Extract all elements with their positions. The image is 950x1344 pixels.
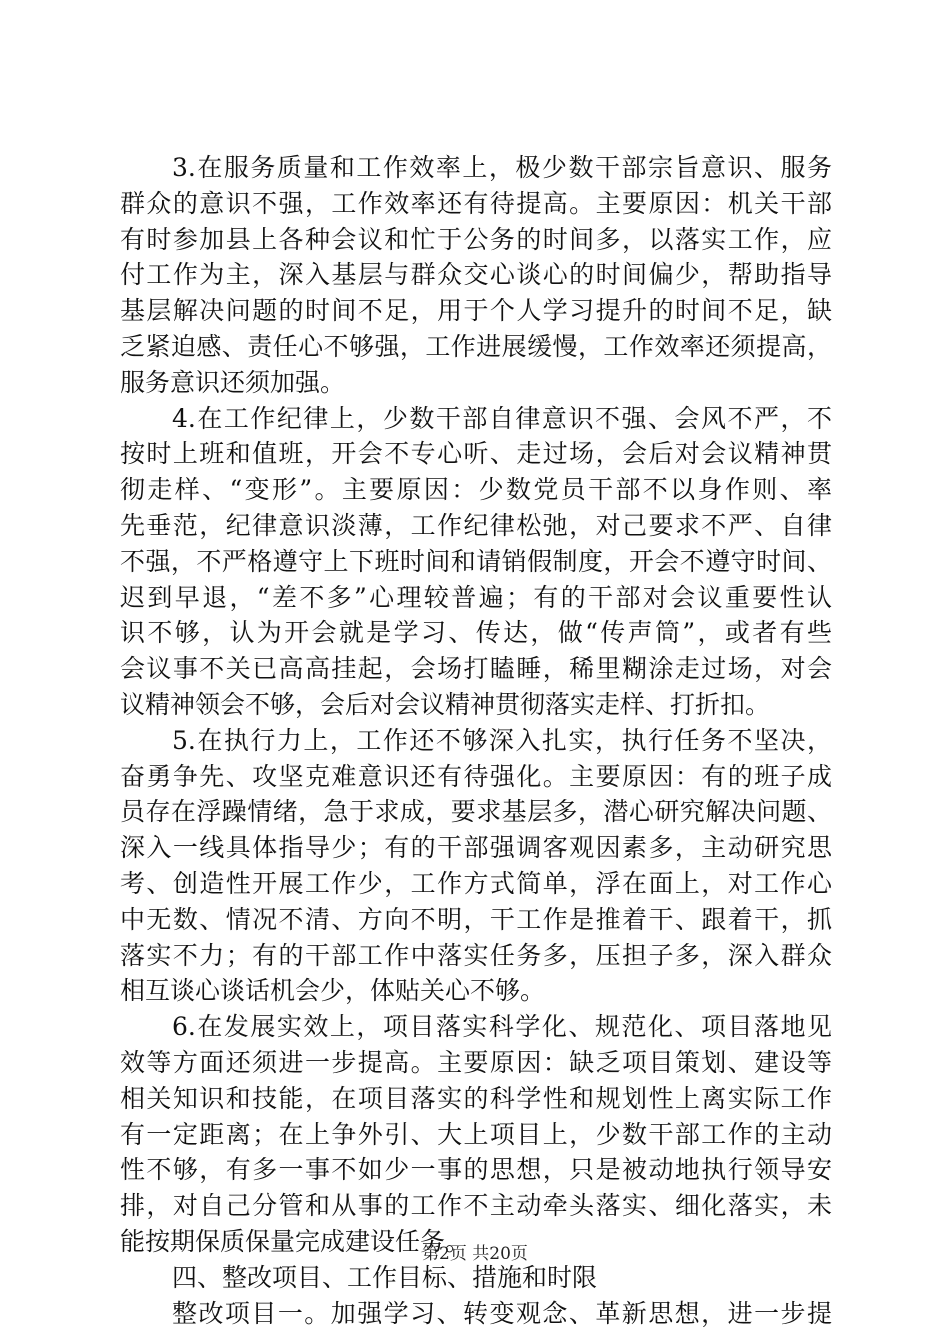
section-heading-4: 四、整改项目、工作目标、措施和时限 [172, 1262, 598, 1292]
paragraph-4-line-1: 4.在工作纪律上，少数干部自律意识不强、会风不严，不 [172, 403, 832, 433]
paragraph-4-line-6: 迟到早退，“差不多”心理较普遍；有的干部对会议重要性认 [120, 582, 832, 612]
paragraph-5-line-8: 相互谈心谈话机会少，体贴关心不够。 [120, 976, 546, 1006]
paragraph-5-line-6: 中无数、情况不清、方向不明，干工作是推着干、跟着干，抓 [120, 904, 832, 934]
paragraph-5-line-4: 深入一线具体指导少；有的干部强调客观因素多，主动研究思 [120, 833, 832, 863]
document-body [120, 150, 832, 1331]
paragraph-3-line-2: 群众的意识不强，工作效率还有待提高。主要原因：机关干部 [120, 188, 832, 218]
paragraph-4-line-7: 识不够，认为开会就是学习、传达，做“传声筒”，或者有些 [120, 618, 832, 648]
paragraph-5-line-5: 考、创造性开展工作少，工作方式简单，浮在面上，对工作心 [120, 868, 832, 898]
paragraph-6-line-7: 能按期保质保量完成建设任务。 [120, 1226, 471, 1256]
paragraph-5-line-3: 员存在浮躁情绪，急于求成，要求基层多，潜心研究解决问题、 [120, 797, 832, 827]
paragraph-4-line-3: 彻走样、“变形”。主要原因：少数党员干部不以身作则、率 [120, 475, 832, 505]
paragraph-5-line-2: 奋勇争先、攻坚克难意识还有待强化。主要原因：有的班子成 [120, 761, 832, 791]
paragraph-6-line-6: 排，对自己分管和从事的工作不主动牵头落实、细化落实，未 [120, 1191, 832, 1221]
paragraph-6-line-3: 相关知识和技能，在项目落实的科学性和规划性上离实际工作 [120, 1083, 832, 1113]
paragraph-3-line-5: 基层解决问题的时间不足，用于个人学习提升的时间不足，缺 [120, 296, 832, 326]
paragraph-3-line-7: 服务意识还须加强。 [120, 367, 346, 397]
paragraph-3-line-1: 3.在服务质量和工作效率上，极少数干部宗旨意识、服务 [172, 153, 832, 182]
rectification-item-1-line-1: 整改项目一。加强学习、转变观念、革新思想，进一步提 [172, 1298, 832, 1328]
paragraph-3-line-3: 有时参加县上各种会议和忙于公务的时间多，以落实工作，应 [120, 224, 832, 254]
paragraph-6-line-5: 性不够，有多一事不如少一事的思想，只是被动地执行领导安 [120, 1155, 832, 1185]
paragraph-5-line-1: 5.在执行力上，工作还不够深入扎实，执行任务不坚决， [172, 725, 832, 755]
paragraph-3-line-6: 乏紧迫感、责任心不够强，工作进展缓慢，工作效率还须提高， [120, 331, 832, 361]
paragraph-4-line-5: 不强，不严格遵守上下班时间和请销假制度，开会不遵守时间、 [120, 546, 832, 576]
paragraph-4-line-4: 先垂范，纪律意识淡薄，工作纪律松弛，对己要求不严、自律 [120, 510, 832, 540]
paragraph-4-line-8: 会议事不关已高高挂起，会场打瞌睡，稀里糊涂走过场，对会 [120, 654, 832, 684]
paragraph-6-line-4: 有一定距离；在上争外引、大上项目上，少数干部工作的主动 [120, 1119, 832, 1149]
paragraph-6-line-2: 效等方面还须进一步提高。主要原因：缺乏项目策划、建设等 [120, 1047, 832, 1077]
page-number-footer: 第2页 共20页 [422, 1244, 528, 1264]
paragraph-5-line-7: 落实不力；有的干部工作中落实任务多，压担子多，深入群众 [120, 940, 832, 970]
paragraph-4-line-9: 议精神领会不够，会后对会议精神贯彻落实走样、打折扣。 [120, 689, 771, 719]
paragraph-6-line-1: 6.在发展实效上，项目落实科学化、规范化、项目落地见 [172, 1012, 832, 1042]
paragraph-3-line-4: 付工作为主，深入基层与群众交心谈心的时间偏少，帮助指导 [120, 260, 832, 290]
paragraph-4-line-2: 按时上班和值班，开会不专心听、走过场，会后对会议精神贯 [120, 439, 832, 469]
